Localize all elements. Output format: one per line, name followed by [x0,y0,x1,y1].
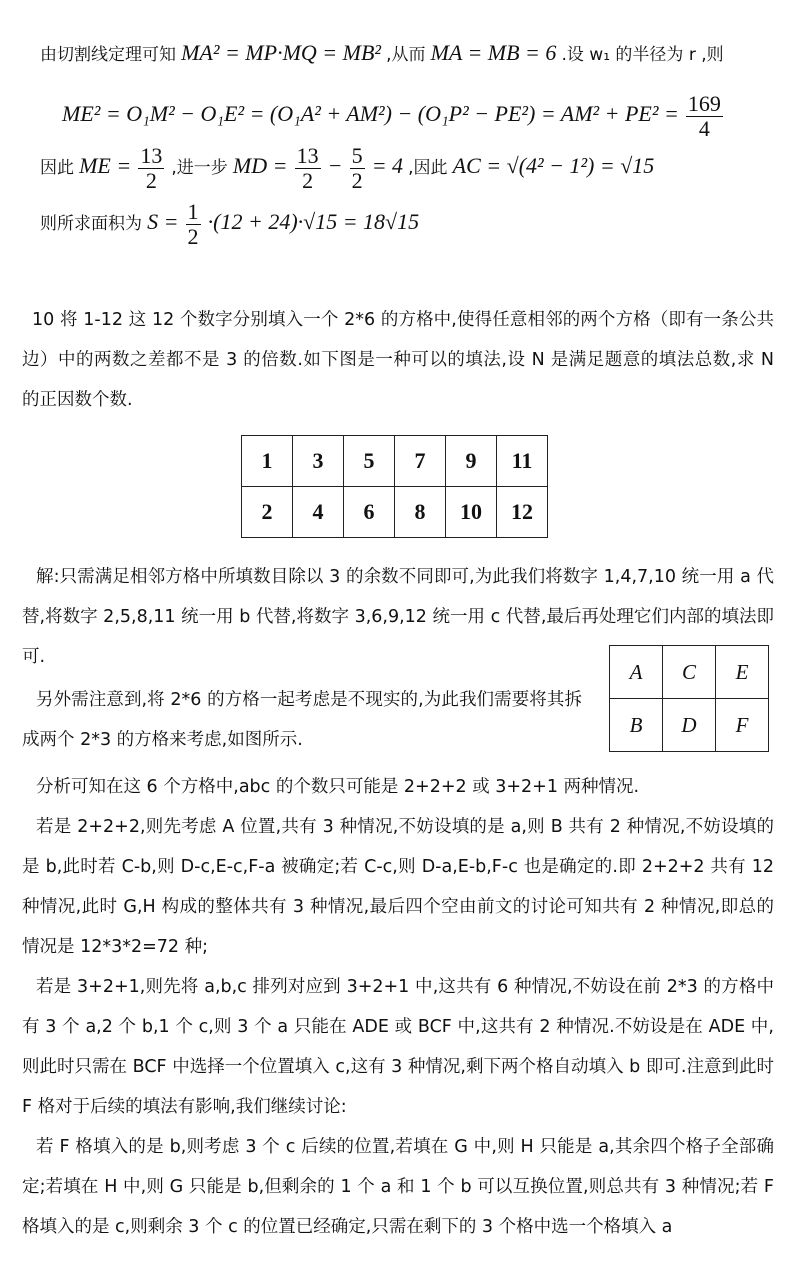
number-grid [241,435,548,538]
grid-cell: 3 [293,436,344,487]
grid-cell: 11 [497,436,548,487]
grid-cell: D [663,699,716,752]
grid-cell: A [610,646,663,699]
grid-cell: 2 [242,487,293,538]
solution-paragraph-4: 若是 2+2+2,则先考虑 A 位置,共有 3 种情况,不妨设填的是 a,则 B 共有 2 种情况,不妨设填的是 b,此时若 C-b,则 D-c,E-c,F-a 被确定;若 C-c,则 D-a,E-b,F-c 也是确定的.即 2+2+2 共有 12 种情况,此时 G,H 构成的整体共有 3 种情况,最后四个空由前文的讨论可知共有 2 种情况,即总的情况是 12*3*2=72 种; [22,817,774,957]
me-md-ac-line: 因此 ME = $\frac{13}{2}$ ,进一步 MD = $\frac{13}{2}$ − $\frac{5}{2}$ = 4 ,因此 AC = √(4² − 1²) = √15 [40,143,655,193]
fraction-5-2: $\frac{5}{2}$ [351,143,363,193]
grid-cell: C [663,646,716,699]
solution-paragraph-6: 若 F 格填入的是 b,则考虑 3 个 c 后续的位置,若填在 G 中,则 H 只能是 a,其余四个格子全部确定;若填在 H 中,则 G 只能是 b,但剩余的 1 个 a 和 1 个 b 可以互换位置,则总共有 3 种情况;若 F 格填入的是 c,则剩余 3 个 c 的位置已经确定,只需在剩下的 3 个格中选一个格填入 a [22,1137,774,1237]
theorem-line: 由切割线定理可知 MA² = MP·MQ = MB² ,从而 MA = MB = 6 .设 w₁ 的半径为 r ,则 [40,40,724,65]
grid-cell: 6 [344,487,395,538]
grid-cell: 8 [395,487,446,538]
letter-grid-row-1 [610,646,769,699]
problem-statement: 10 将 1-12 这 12 个数字分别填入一个 2*6 的方格中,使得任意相邻的两个方格（即有一条公共边）中的两数之差都不是 3 的倍数.如下图是一种可以的填法,设 N 是满足题意的填法总数,求 N 的正因数个数. [22,310,774,410]
solution-paragraph-5: 若是 3+2+1,则先将 a,b,c 排列对应到 3+2+1 中,这共有 6 种情况,不妨设在前 2*3 的方格中有 3 个 a,2 个 b,1 个 c,则 3 个 a 只能在 ADE 或 BCF 中,这共有 2 种情况.不妨设是在 ADE 中,则此时只需在 BCF 中选择一个位置填入 c,这有 3 种情况,剩下两个格自动填入 b 即可.注意到此时 F 格对于后续的填法有影响,我们继续讨论: [22,977,774,1117]
grid-cell: 10 [446,487,497,538]
solution-paragraph-2: 另外需注意到,将 2*6 的方格一起考虑是不现实的,为此我们需要将其拆成两个 2*3 的方格来考虑,如图所示. [22,690,582,750]
number-grid-row-1 [242,436,548,487]
fraction-1-2: $\frac{1}{2}$ [187,199,199,249]
fraction-13-2-b: $\frac{13}{2}$ [296,143,319,193]
grid-cell: 12 [497,487,548,538]
fraction-169-4: $\frac{169}{4}$ [687,91,721,141]
grid-cell: 1 [242,436,293,487]
solution-paragraph-3: 分析可知在这 6 个方格中,abc 的个数只可能是 2+2+2 或 3+2+1 两种情况. [36,777,640,797]
me-squared-equation: ME² = O₁M² − O₁E² = (O₁A² + AM²) − (O₁P² − PE²) = AM² + PE² = $\frac{169}{4}$ [62,91,721,141]
solution-paragraph-1: 解:只需满足相邻方格中所填数目除以 3 的余数不同即可,为此我们将数字 1,4,7,10 统一用 a 代替,将数字 2,5,8,11 统一用 b 代替,将数字 3,6,9,12 统一用 c 代替,最后再处理它们内部的填法即可. [22,567,774,667]
grid-cell: 7 [395,436,446,487]
grid-cell: E [716,646,769,699]
letter-grid-row-2 [610,699,769,752]
grid-cell: 5 [344,436,395,487]
area-result-line: 则所求面积为 S = $\frac{1}{2}$ ·(12 + 24)·√15 = 18√15 [40,199,420,249]
fraction-13-2: $\frac{13}{2}$ [140,143,163,193]
grid-cell: F [716,699,769,752]
number-grid-row-2 [242,487,548,538]
grid-cell: 9 [446,436,497,487]
grid-cell: B [610,699,663,752]
grid-cell: 4 [293,487,344,538]
letter-grid [609,645,769,752]
